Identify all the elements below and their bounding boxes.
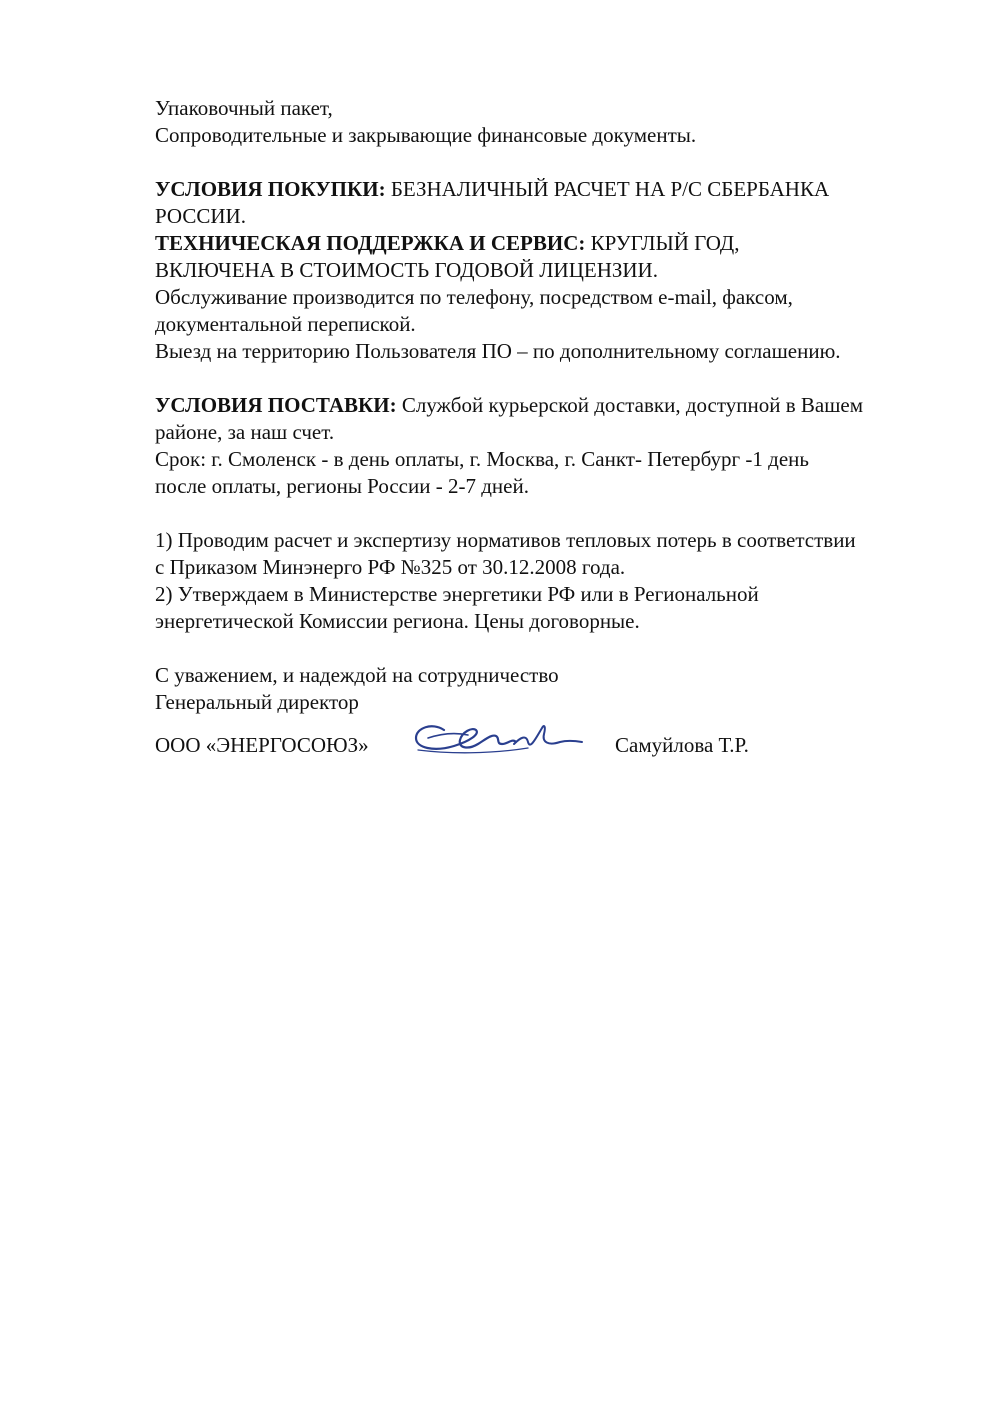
package-line-1: Упаковочный пакет, <box>155 96 333 120</box>
delivery-label: УСЛОВИЯ ПОСТАВКИ: <box>155 393 397 417</box>
delivery-line-1 <box>155 392 970 419</box>
document-body <box>155 95 970 770</box>
delivery-text-1: Службой курьерской доставки, доступной в Вашем <box>396 393 863 417</box>
service-item-2-line-2: энергетической Комиссии региона. Цены договорные. <box>155 609 640 633</box>
company-name: ООО «ЭНЕРГОСОЮЗ» <box>155 733 369 757</box>
purchase-text-1: БЕЗНАЛИЧНЫЙ РАСЧЕТ НА Р/С СБЕРБАНКА <box>385 177 830 201</box>
closing-regards: С уважением, и надеждой на сотрудничество <box>155 663 559 687</box>
support-label: ТЕХНИЧЕСКАЯ ПОДДЕРЖКА И СЕРВИС: <box>155 231 586 255</box>
term-line-2: после оплаты, регионы России - 2-7 дней. <box>155 474 529 498</box>
handwritten-signature <box>410 708 585 773</box>
service-item-2-line-1: 2) Утверждаем в Министерстве энергетики РФ или в Региональной <box>155 582 759 606</box>
paragraph-gap <box>155 635 970 662</box>
signature-stroke-tail <box>514 726 582 745</box>
term-line-1: Срок: г. Смоленск - в день оплаты, г. Москва, г. Санкт- Петербург -1 день <box>155 447 809 471</box>
service-item-1-line-1: 1) Проводим расчет и экспертизу нормативов тепловых потерь в соответствии <box>155 528 856 552</box>
purchase-label: УСЛОВИЯ ПОКУПКИ: <box>155 177 386 201</box>
support-text-1: КРУГЛЫЙ ГОД, <box>585 231 740 255</box>
service-line-2: документальной перепиской. <box>155 312 416 336</box>
delivery-line-2: районе, за наш счет. <box>155 420 335 444</box>
visit-line: Выезд на территорию Пользователя ПО – по дополнительному соглашению. <box>155 339 841 363</box>
paragraph-gap <box>155 365 970 392</box>
closing-position: Генеральный директор <box>155 690 359 714</box>
support-line-1 <box>155 230 970 257</box>
paragraph-gap <box>155 500 970 527</box>
paragraph-gap <box>155 149 970 176</box>
service-line-1: Обслуживание производится по телефону, посредством e-mail, факсом, <box>155 285 793 309</box>
package-line-2: Сопроводительные и закрывающие финансовые документы. <box>155 123 697 147</box>
purchase-line-1 <box>155 176 970 203</box>
signature-row <box>155 730 970 770</box>
service-item-1-line-2: с Приказом Минэнерго РФ №325 от 30.12.2008 года. <box>155 555 626 579</box>
purchase-line-2: РОССИИ. <box>155 204 246 228</box>
director-name: Самуйлова Т.Р. <box>615 733 749 757</box>
support-line-2: ВКЛЮЧЕНА В СТОИМОСТЬ ГОДОВОЙ ЛИЦЕНЗИИ. <box>155 258 658 282</box>
